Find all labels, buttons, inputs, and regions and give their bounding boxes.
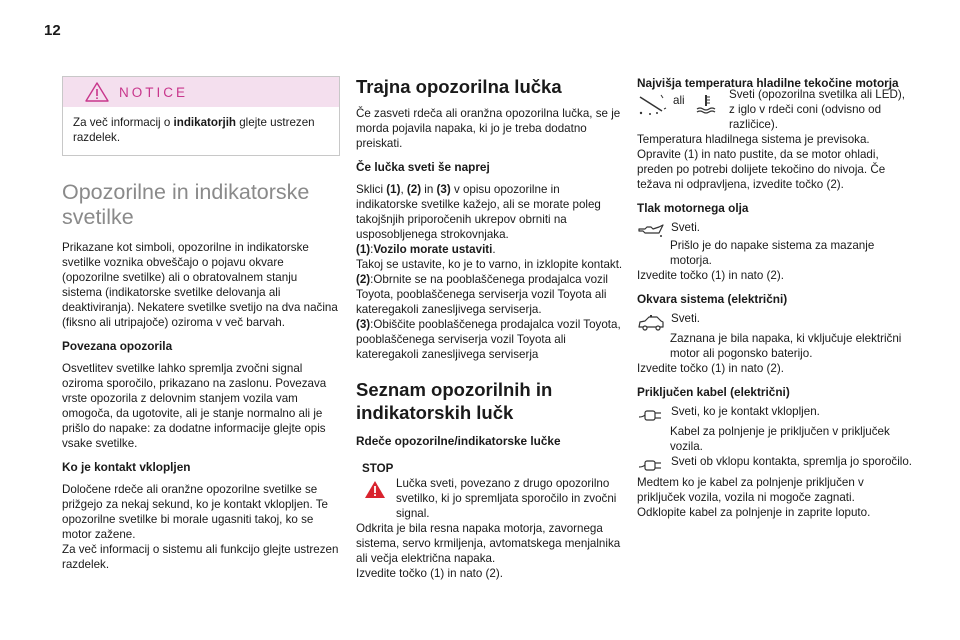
notice-box [62,76,340,156]
reference-1-text: Takoj se ustavite, ko je to varno, in izklopite kontakt. [356,258,623,271]
coolant-thermometer-icon [695,93,717,115]
contact-paragraph-1: Določene rdeče ali oranžne opozorilne svetilke se prižgejo za nekaj sekund, ko je kontakt vklopljen. Te opozorilne svetilke bi morale ugasniti takoj, ko se motor zažene. [62,483,328,541]
heading-light-stays-on: Če lučka sveti še naprej [356,160,490,174]
heading-cable-connected: Priključen kabel (električni) [637,385,790,399]
heading-red-lights: Rdeče opozorilne/indikatorske lučke [356,434,561,448]
oil-text-1: Prišlo je do napake sistema za mazanje motorja. [670,239,875,267]
warning-triangle-red-icon [364,480,386,499]
cable-text-4: Medtem ko je kabel za polnjenje priključen v priključek vozila, vozila ni mogoče zagnati. [637,476,864,504]
heading-light-list: Seznam opozorilnih in indikatorskih lučk [356,379,553,423]
cable-text-3: Sveti ob vklopu kontakta, spremlja jo sporočilo. [671,455,913,468]
cable-text-5: Odklopite kabel za polnjenje in zaprite loputo. [637,506,871,519]
oil-text-2: Izvedite točko (1) in nato (2). [637,269,784,282]
cable-text-2: Kabel za polnjenje je priključen v priključek vozila. [670,425,890,453]
car-fault-icon [637,314,665,332]
heading-coolant-temp: Najvišja temperatura hladilne tekočine motorja [637,76,899,90]
coolant-text-1: Sveti (opozorilna svetilka ali LED), z iglo v rdeči coni (odvisno od različice). [729,88,905,131]
heading-ignition-on: Ko je kontakt vklopljen [62,460,191,474]
column-3 [637,76,913,520]
stop-text-1: Lučka sveti, povezano z drugo opozorilno svetilko, ki jo spremljata sporočilo in zvočni signal. [396,477,617,520]
stop-text-2: Odkrita je bila resna napaka motorja, zavornega sistema, servo krmiljenja, avtomatskega menjalnika ali večja električna napaka. [356,522,621,565]
notice-text: Za več informacij o indikatorjih glejte ustrezen razdelek. [73,116,315,144]
notice-title: NOTICE [119,84,189,100]
fault-sveti: Sveti. [671,312,700,325]
heading-permanent-warning: Trajna opozorilna lučka [356,76,562,97]
cable-text-1: Sveti, ko je kontakt vklopljen. [671,405,820,418]
reference-2: (2):Obrnite se na pooblaščenega prodajalca vozil Toyota, pooblaščenega serviserja vozil Toyota ali kateregakoli zanesljivega serviserja. [356,273,608,316]
heading-oil-pressure: Tlak motornega olja [637,201,749,215]
contact-paragraph-2: Za več informacij o sistemu ali funkcijo glejte ustrezen razdelek. [62,543,339,571]
heading-system-fault: Okvara sistema (električni) [637,292,788,306]
stop-text-3: Izvedite točko (1) in nato (2). [356,567,503,580]
coolant-text-2: Temperatura hladilnega sistema je previsoka. Opravite (1) in nato pustite, da se motor ohladi, preden po potrebi dolijete tekočino do nivoja. Če težava ni odpravljena, izvedite točko (2). [637,133,886,191]
column-1 [62,76,340,572]
oil-can-icon [637,223,665,239]
warning-triangle-icon [85,82,109,102]
reference-3: (3):Obiščite pooblaščenega prodajalca vozil Toyota, pooblaščenega serviserja vozil Toyota ali kateregakoli zanesljivega serviserja [356,318,621,361]
charging-plug-icon-2 [637,457,665,475]
page-number: 12 [44,22,61,39]
coolant-or: ali [673,94,685,107]
stop-entry [356,461,624,581]
coolant-temperature-gauge-icon [637,93,667,117]
permanent-paragraph: Če zasveti rdeča ali oranžna opozorilna lučka, se je morda pojavila napaka, ki jo je treba dodatno preiskati. [356,107,621,150]
oil-sveti: Sveti. [671,221,700,234]
references-paragraph: Sklici (1), (2) in (3) v opisu opozorilne in indikatorske svetilke kažejo, ali se morate poleg takojšnjih priporočenih ukrepov obrniti na usposobljenega strokovnjaka. [356,183,601,241]
section-title: Opozorilne in indikatorske svetilke [62,180,310,229]
fault-text-1: Zaznana je bila napaka, ki vključuje električni motor ali pogonsko baterijo. [670,332,902,360]
linked-paragraph: Osvetlitev svetilke lahko spremlja zvočni signal oziroma sporočilo, prikazano na zaslonu. Povezava vrste opozorila z delovnim stanjem vozila vam omogoča, da ugotovite, ali je stanje normalno ali je prišlo do napake: za dodatne informacije glejte opis vsake svetilke. [62,362,327,450]
column-2 [356,76,624,581]
charging-plug-icon [637,407,665,425]
heading-linked-warnings: Povezana opozorila [62,339,173,353]
stop-label: STOP [362,462,394,475]
reference-1: (1):Vozilo morate ustaviti. [356,243,496,256]
intro-paragraph: Prikazane kot simboli, opozorilne in indikatorske svetilke voznika obveščajo o pojavu okvare (opozorilne svetilke) ali o obratovalnem stanju sistema (indikatorske svetilke delovanja ali deaktiviranja). Nekatere svetilke svetijo na dva načina (fiksno ali utripajoče) oziroma v več barvah. [62,241,338,329]
fault-text-2: Izvedite točko (1) in nato (2). [637,362,784,375]
notice-header [63,77,339,107]
